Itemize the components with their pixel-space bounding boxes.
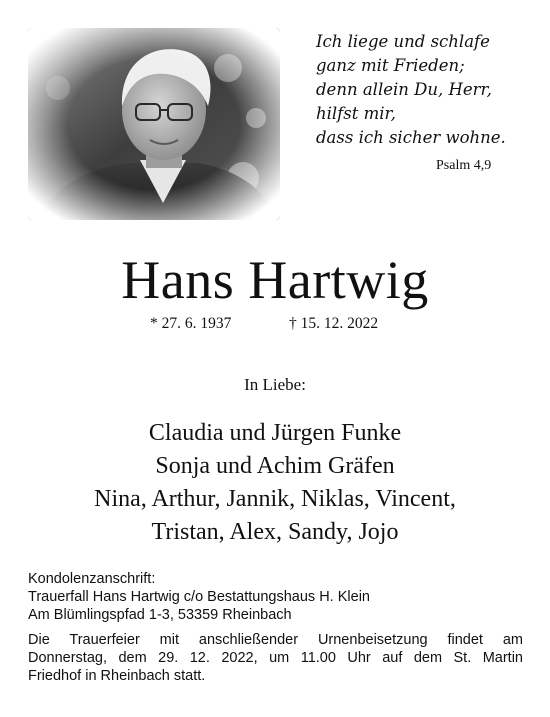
mourner-line: Sonja und Achim Gräfen (155, 453, 395, 479)
deceased-name: Hans Hartwig (121, 250, 429, 310)
portrait-illustration (28, 28, 280, 220)
mourner-line: Tristan, Alex, Sandy, Jojo (151, 519, 399, 545)
condolence-address (28, 570, 523, 624)
ceremony-line: Donnerstag, dem 29. 12. 2022, um 11.00 Uhr auf dem St. Martin (28, 650, 523, 666)
condolence-line: Trauerfall Hans Hartwig c/o Bestattungshaus H. Klein (28, 589, 370, 605)
verse-line: Ich liege und schlafe (316, 32, 490, 51)
verse-source: Psalm 4,9 (436, 158, 492, 173)
death-date: † 15. 12. 2022 (289, 315, 379, 332)
mourners-list (0, 417, 550, 549)
mourners-intro: In Liebe: (244, 375, 306, 394)
birth-date: * 27. 6. 1937 (150, 315, 232, 332)
ceremony-line: Die Trauerfeier mit anschließender Urnenbeisetzung findet am (28, 632, 523, 648)
verse-line: denn allein Du, Herr, (316, 80, 492, 99)
portrait-photo (28, 28, 280, 220)
condolence-line: Am Blümlingspfad 1-3, 53359 Rheinbach (28, 607, 292, 623)
verse-line: hilfst mir, (316, 104, 396, 123)
verse-line: ganz mit Frieden; (316, 56, 465, 75)
condolence-line: Kondolenzanschrift: (28, 571, 156, 587)
ceremony-line: Friedhof in Rheinbach statt. (28, 668, 206, 684)
ceremony-info (28, 631, 523, 685)
verse-line: dass ich sicher wohne. (316, 128, 506, 147)
mourner-line: Nina, Arthur, Jannik, Niklas, Vincent, (94, 486, 456, 512)
mourner-line: Claudia und Jürgen Funke (148, 420, 402, 446)
bible-verse (316, 30, 536, 150)
